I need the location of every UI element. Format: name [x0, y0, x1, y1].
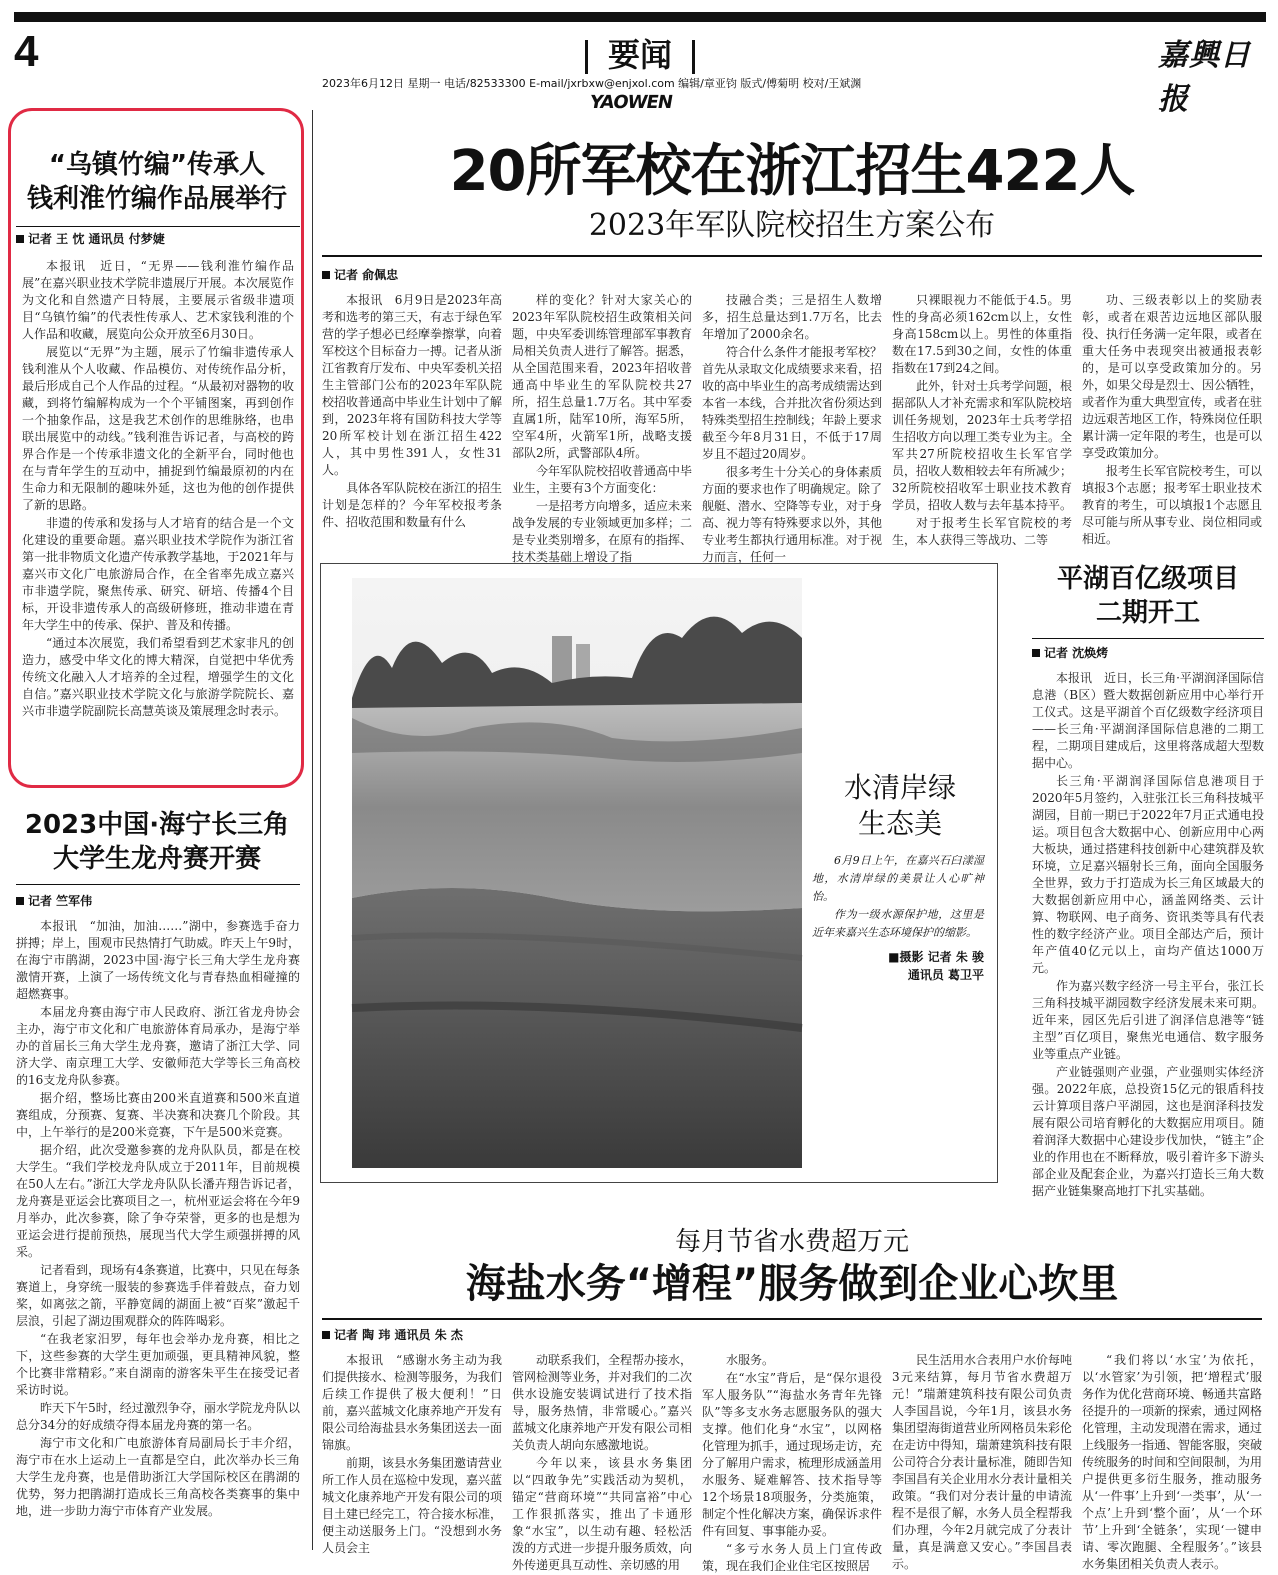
paragraph: 只裸眼视力不能低于4.5。男性的身高必须162cm以上，女性身高158cm以上。男性的体重指数在17.5到30之间，女性的体重指数在17到24之间。 [892, 293, 1072, 375]
section-pinyin: YAOWEN [588, 92, 674, 113]
left-column-rule [312, 110, 313, 1550]
paragraph: 前期，该县水务集团邀请营业所工作人员在巡检中发现，嘉兴蓝城文化康养地产开发有限公司的项目土建已经完工，符合接水标准，便主动送服务上门。“没想到水务人员会主 [322, 1456, 503, 1555]
left-story-2-body [16, 918, 300, 1550]
left-story-1-title [14, 148, 300, 216]
photo-title-line1: 水清岸绿 [843, 771, 956, 804]
issue-info: 2023年6月12日 星期一 电话/82533300 E-mail/jxrbxw@enjxol.com 编辑/章亚钧 版式/傅菊明 校对/王斌渊 [322, 77, 862, 90]
section-name: 要闻 [607, 36, 672, 74]
paragraph: 本报讯 6月9日是2023年高考和选考的第三天，有志于绿色军营的学子想必已经摩拳擦掌，向着军校这个目标奋力一搏。记者从浙江省教育厅发布、中央军委机关招生主管部门公布的2023年军队院校招收普通高中毕业生计划中了解到，2023年将有国防科技大学等20所军校计划在浙江招生422人，其中男性391人，女性31人。 [322, 293, 503, 477]
paragraph: 据介绍，此次受邀参赛的龙舟队队员，都是在校大学生。“我们学校龙舟队成立于2011年，目前规模在50人左右。”浙江大学龙舟队队长潘卉翔告诉记者，龙舟赛是亚运会比赛项目之一，杭州亚运会将在今年9月举办，此次参赛，除了争夺荣誉，更多的也是想为亚运会进行提前预热，展现当代大学生顽强拼搏的风采。 [16, 1143, 300, 1259]
left-story-1-byline: 记者 王 忱 通讯员 付梦婕 [16, 230, 165, 248]
main-subheadline: 2023年军队院校招生方案公布 [588, 208, 996, 243]
left-story-1-title-line2: 钱利淮竹编作品展举行 [26, 184, 287, 214]
top-rule [14, 12, 1266, 22]
left-story-1-divider [16, 226, 300, 227]
paragraph: 水服务。 [726, 1353, 775, 1367]
paragraph: “在我老家汨罗，每年也会举办龙舟赛，相比之下，这些参赛的大学生更加顽强，更具精神风貌，整个比赛非常精彩。”来自湖南的游客朱平生在接受记者采访时说。 [16, 1332, 300, 1397]
bottom-col-1 [322, 1352, 503, 1555]
newspaper-logo: 嘉興日报 [1158, 38, 1251, 117]
left-story-2-title-line1: 2023中国·海宁长三角 [24, 810, 290, 840]
paragraph: 具体各军队院校在浙江的招生计划是怎样的？今年军校报考条件、招收范围和数量有什么 [322, 481, 503, 529]
page-number: 4 [14, 27, 39, 76]
photo-credit [812, 948, 984, 984]
left-story-2-byline: 记者 竺军伟 [16, 892, 92, 910]
bottom-overline: 每月节省水费超万元 [674, 1227, 909, 1257]
bottom-body [322, 1352, 1263, 1573]
main-col-4 [892, 292, 1073, 547]
paragraph: 今年以来，该县水务集团以“四敢争先”实践活动为契机，锚定“营商环境”“共同富裕”中心工作狠抓落实，推出了卡通形象“水宝”，以生动有趣、轻松活泼的方式进一步提升服务质效，向外传递更具互动性、亲切感的用 [512, 1456, 693, 1572]
paragraph: 本届龙舟赛由海宁市人民政府、浙江省龙舟协会主办，海宁市文化和广电旅游体育局承办，是海宁举办的首届长三角大学生龙舟赛，邀请了浙江大学、同济大学、南京理工大学、安徽师范大学等长三角高校的16支龙舟队参赛。 [16, 1005, 300, 1087]
paragraph: 民生活用水合表用户水价每吨3元来结算，每月节省水费超万元！”瑞萧建筑科技有限公司负责人李国昌说，今年1月，该县水务集团望海街道营业所网格员朱彩伦在走访中得知，瑞萧建筑科技有限公司符合分表计量标准，随即告知李国昌有关企业用水分表计量相关政策。“我们对分表计量的申请流程不是很了解，水务人员全程帮我们办理，今年2月就完成了分表计量，真是满意又安心。”李国昌表示。 [892, 1353, 1073, 1571]
paragraph: 符合什么条件才能报考军校？首先从录取文化成绩要求来看，招收的高中毕业生的高考成绩需达到本省一本线，合并批次省份须达到特殊类型招生控制线；年龄上要求截至今年8月31日，不低于17周岁且不超过20周岁。 [702, 345, 883, 461]
paragraph: 记者看到，现场有4条赛道，比赛中，只见在每条赛道上，身穿统一服装的参赛选手伴着鼓点，奋力划桨，如离弦之箭，平静宽阔的湖面上被“百桨”激起千层浪，引起了湖边围观群众的阵阵喝彩。 [16, 1263, 300, 1328]
bottom-col-3 [702, 1352, 883, 1573]
photo-caption-1: 6月9日上午，在嘉兴石臼漾湿地，水清岸绿的美景让人心旷神怡。 [812, 854, 984, 903]
paragraph: 很多考生十分关心的身体素质方面的要求也作了明确规定。除了舰艇、潜水、空降等专业，对于身高、视力等有特殊要求以外，其他专业考生都执行通用标准。对于视力而言，任何一 [702, 465, 883, 564]
right-story-title-line2: 二期开工 [1095, 598, 1200, 628]
paragraph: 对于报考生长军官院校的考生，本人获得三等战功、二等 [892, 516, 1072, 547]
main-body [322, 292, 1263, 564]
paragraph: 据介绍，整场比赛由200米直道赛和500米直道赛组成，分预赛、复赛、半决赛和决赛几个阶段。其中，上午举行的是200米竞赛，下午是500米竞赛。 [16, 1091, 300, 1139]
paragraph: 非遗的传承和发扬与人才培育的结合是一个文化建设的重要命题。嘉兴职业技术学院作为浙江省第一批非物质文化遗产传承教学基地，于2021年与嘉兴市文化广电旅游局合作，在全省率先成立嘉兴市非遗学院，聚焦传承、研究、研培、传播4个目标，开设非遗传承人的高级研修班，推动非遗在青年大学生中的传承、保护、普及和传播。 [22, 516, 294, 632]
paragraph: 本报讯 “感谢水务主动为我们提供接水、检测等服务，为我们后续工作提供了极大便利！”日前，嘉兴蓝城文化康养地产开发有限公司给海盐县水务集团送去一面锦旗。 [322, 1353, 503, 1452]
left-story-2-title [14, 808, 300, 876]
main-headline: 20所军校在浙江招生422人 [449, 139, 1135, 204]
photo-title-line2: 生态美 [857, 807, 942, 840]
paragraph: 今年军队院校招收普通高中毕业生，主要有3个方面变化： [512, 464, 693, 495]
bottom-headline: 海盐水务“增程”服务做到企业心坎里 [465, 1261, 1119, 1307]
photo-credit-1: ■摄影 记者 朱 骏 [888, 950, 984, 964]
lake-photo [352, 578, 802, 1168]
main-col-3 [702, 292, 883, 564]
paragraph: 本报讯 “加油，加油……”湖中，参赛选手奋力拼搏；岸上，围观市民热情打气助威。昨天上午9时，在海宁市鹃湖，2023中国·海宁长三角大学生龙舟赛激情开赛，上演了一场传统文化与青春热血相碰撞的超燃赛事。 [16, 919, 300, 1001]
paragraph: 昨天下午5时，经过激烈争夺，丽水学院龙舟队以总分34分的好成绩夺得本届龙舟赛的第一名。 [16, 1401, 300, 1432]
bottom-col-2 [512, 1352, 693, 1572]
bottom-byline: 记者 陶 玮 通讯员 朱 杰 [322, 1326, 463, 1344]
main-col-5 [1082, 292, 1263, 546]
paragraph: 在“水宝”背后，是“保尔退役军人服务队”“海盐水务青年先锋队”等多支水务志愿服务队的强大支撑。他们化身“水宝”，以网格化管理为抓手，通过现场走访，充分了解用户需求，梳理形成涵盖用水服务、疑难解答、技术指导等12个场景18项服务，分类施策，制定个性化解决方案，确保诉求件件有回复、事事能办妥。 [702, 1371, 883, 1538]
main-divider [322, 255, 1262, 257]
photo-caption [812, 852, 984, 942]
photo-caption-2: 作为一级水源保护地，这里是近年来嘉兴生态环境保护的缩影。 [812, 908, 984, 939]
main-col-2 [512, 292, 693, 564]
left-story-1-title-line1: “乌镇竹编”传承人 [48, 150, 266, 180]
paragraph: 样的变化？针对大家关心的2023年军队院校招生政策相关问题，中央军委训练管理部军事教育局相关负责人进行了解答。据悉，从全国范围来看，2023年招收普通高中毕业生的军队院校共27所，招生总量1.7万名。其中军委直属1所，陆军10所，海军5所，空军4所，火箭军1所，战略支援部队2所，武警部队4所。 [512, 293, 693, 460]
right-story-body [1032, 670, 1264, 1216]
right-story-divider [1032, 638, 1264, 639]
paragraph: 长三角·平湖润泽国际信息港项目于2020年5月签约，入驻张江长三角科技城平湖园，目前一期已于2022年7月正式通电投运。项目包含大数据中心、创新应用中心两大板块，通过搭建科技创新中心建筑群及软环境，立足嘉兴辐射长三角，面向全国服务全世界，致力于打造成为长三角区域最大的大数据创新应用中心，涵盖网络类、云计算、物联网、电子商务、资讯类等具有代表性的数字经济产业。项目全部达产后，预计年产值40亿元以上，亩均产值达1000万元。 [1032, 774, 1264, 975]
right-story-byline: 记者 沈焕烤 [1032, 644, 1108, 662]
photo-title [820, 770, 980, 842]
main-col-1 [322, 292, 503, 529]
paragraph: 报考生长军官院校考生，可以填报3个志愿；报考军士职业技术教育的考生，可以填报1个志愿且尽可能与所从事专业、岗位相同或相近。 [1082, 464, 1263, 546]
paragraph: 本报讯 近日，长三角·平湖润泽国际信息港（B区）暨大数据创新应用中心举行开工仪式。这是平湖首个百亿级数字经济项目——长三角·平湖润泽国际信息港的二期工程，二期项目建成后，这里将落成超大型数据中心。 [1032, 671, 1264, 770]
right-story-title-line1: 平湖百亿级项目 [1056, 564, 1239, 594]
left-story-2-title-line2: 大学生龙舟赛开赛 [52, 844, 261, 874]
paragraph: 动联系我们，全程帮办接水，管网检测等业务，并对我们的二次供水设施安装调试进行了技术指导，服务热情，非常暖心。”嘉兴蓝城文化康养地产开发有限公司相关负责人胡向东感激地说。 [512, 1353, 693, 1452]
paragraph: “我们将以‘水宝’为依托，以‘水管家’为引领，把‘增程式’服务作为优化营商环境、畅通共富路径提升的一项新的探索，通过网格化管理，主动发现潜在需求，通过上线服务一指通、智能客服，突破传统服务的时间和空间限制，为用户提供更多衍生服务，推动服务从‘一件事’上升到‘一类事’，从‘一个点’上升到‘整个面’，从‘一个环节’上升到‘全链条’，实现‘一键申请、零次跑腿、全程服务’。”该县水务集团相关负责人表示。 [1082, 1353, 1263, 1571]
bottom-divider [322, 1318, 1262, 1320]
paragraph: 此外，针对士兵考学问题，根据部队人才补充需求和军队院校培训任务规划，2023年士兵考学招生招收方向以理工类专业为主。全军共27所院校招收生长军官学员，招收人数相较去年有所减少；32所院校招收军士职业技术教育学员，招收人数与去年基本持平。 [892, 379, 1073, 512]
paragraph: 作为嘉兴数字经济一号主平台，张江长三角科技城平湖园数字经济发展未来可期。近年来，园区先后引进了润泽信息港等“链主型”百亿项目，聚焦光电通信、数字服务业等重点产业链。 [1032, 979, 1264, 1061]
left-story-1-body [22, 258, 294, 758]
bottom-col-4 [892, 1352, 1073, 1571]
paragraph: “多亏水务人员上门宣传政策，现在我们企业住宅区按照居 [702, 1542, 882, 1573]
section-bar-left [585, 40, 588, 74]
paragraph: 展览以“无界”为主题，展示了竹编非遗传承人钱利淮从个人收藏、作品模仿、对传统作品分析，最后形成自己个人作品的过程。“从最初对器物的收藏，到将竹编解构成为一个个平铺图案，再到创作一个抽象作品，这是我艺术创作的思维脉络，也串联出展览中的动线。”钱利淮告诉记者，与高校的跨界合作是一个传承非遗文化的全新平台，同时他也在与青年学生的互动中，捕捉到竹编最原初的内在生命力和无限制的趣味外延，这也为他的创作提供了新的思路。 [22, 345, 294, 512]
paragraph: 产业链强则产业强，产业强则实体经济强。2022年底，总投资15亿元的银盾科技云计算项目落户平湖园，这也是润泽科技发展有限公司培育孵化的大数据应用项目。随着润泽大数据中心建设步伐加快，“链主”企业的作用也在不断释放，吸引着许多下游头部企业及配套企业，为嘉兴打造长三角大数据产业链集聚高地打下扎实基础。 [1032, 1065, 1264, 1198]
paragraph: 技融合类；三是招生人数增多，招生总量达到1.7万名，比去年增加了2000余名。 [702, 293, 882, 341]
section-bar-right [692, 40, 695, 74]
paragraph: 一是招考方向增多，适应未来战争发展的专业领域更加多样；二是专业类别增多，在原有的指挥、技术类基础上增设了指 [512, 499, 693, 564]
paragraph: 海宁市文化和广电旅游体育局副局长于丰介绍，海宁市在水上运动上一直都是空白，此次举办长三角大学生龙舟赛，也是借助浙江大学国际校区在鹃湖的优势，努力把鹃湖打造成长三角高校各类赛事的集中地，进一步助力海宁市体育产业发展。 [16, 1436, 300, 1518]
left-story-2-divider [16, 884, 300, 885]
right-story-title [1030, 562, 1266, 630]
paragraph: 本报讯 近日，“无界——钱利淮竹编作品展”在嘉兴职业技术学院非遗展厅开展。本次展览作为文化和自然遗产日特展，主要展示省级非遗项目“乌镇竹编”的代表性传承人、艺术家钱利淮的个人作品和收藏，展览向公众开放至6月30日。 [22, 259, 294, 341]
paragraph: 功、三级表彰以上的奖励表彰，或者在艰苦边远地区部队服役、执行任务满一定年限，或者在重大任务中表现突出被通报表彰的，是可以享受政策加分的。另外，如果父母是烈士、因公牺牲，或者作为重大典型宣传，或者在驻边远艰苦地区工作，特殊岗位任职累计满一定年限的考生，也是可以享受政策加分。 [1082, 293, 1263, 460]
paragraph: “通过本次展览，我们希望看到艺术家非凡的创造力，感受中华文化的博大精深，自觉把中华优秀传统文化融入人才培养的全过程，增强学生的文化自信。”嘉兴职业技术学院文化与旅游学院院长、嘉兴市非遗学院副院长高慧英谈及策展理念时表示。 [22, 636, 294, 718]
section-title [560, 30, 720, 76]
main-byline: 记者 俞佩忠 [322, 266, 398, 284]
photo-credit-2: 通讯员 葛卫平 [907, 968, 984, 982]
bottom-col-5 [1082, 1352, 1263, 1571]
